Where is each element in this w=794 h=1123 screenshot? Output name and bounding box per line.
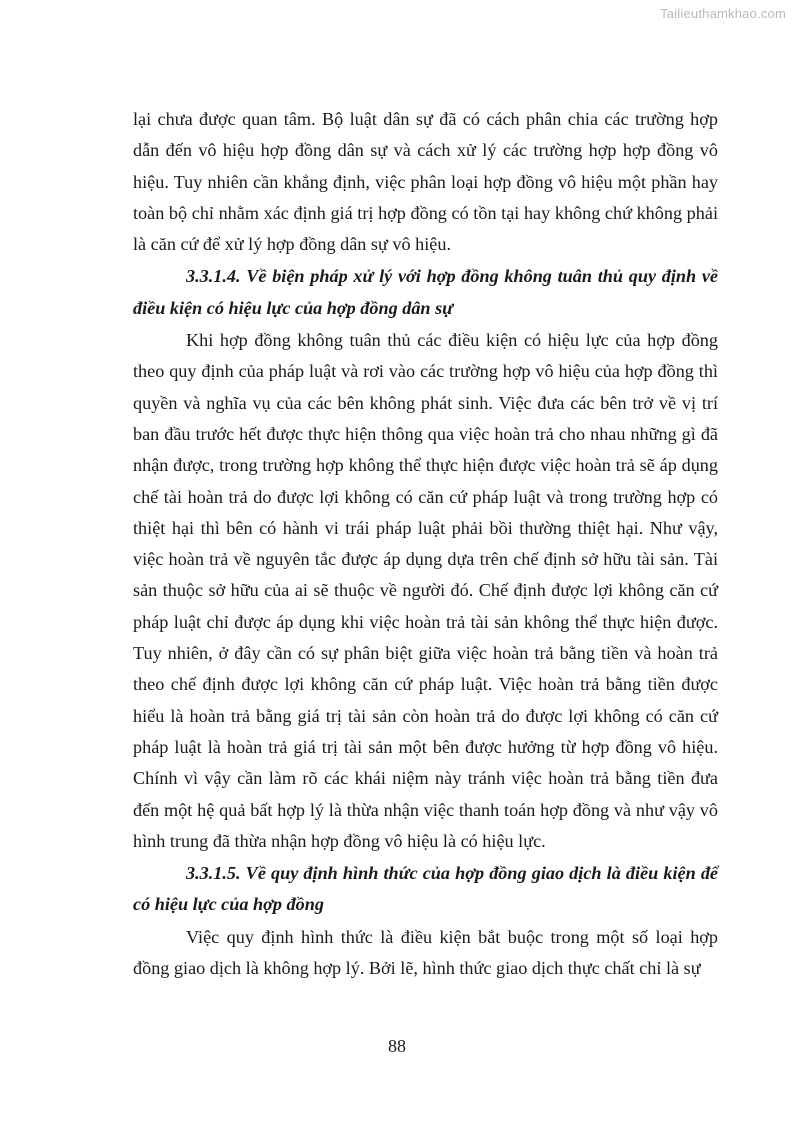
watermark: Tailieuthamkhao.com (660, 6, 786, 21)
paragraph-remedies: Khi hợp đồng không tuân thủ các điều kiện có hiệu lực của hợp đồng theo quy định của pháp luật và rơi vào các trường hợp vô hiệu của hợp đồng thì quyền và nghĩa vụ của các bên không phát sinh. Việc đưa các bên trở về vị trí ban đầu trước hết được thực hiện thông qua việc hoàn trả cho nhau những gì đã nhận được, trong trường hợp không thể thực hiện được việc hoàn trả sẽ áp dụng chế tài hoàn trả do được lợi không có căn cứ pháp luật và trong trường hợp có thiệt hại thì bên có hành vi trái pháp luật phải bồi thường thiệt hại. Như vậy, việc hoàn trả về nguyên tắc được áp dụng dựa trên chế định sở hữu tài sản. Tài sản thuộc sở hữu của ai sẽ thuộc về người đó. Chế định được lợi không căn cứ pháp luật chỉ được áp dụng khi việc hoàn trả tài sản không thể thực hiện được. Tuy nhiên, ở đây cần có sự phân biệt giữa việc hoàn trả bằng tiền và hoàn trả theo chế định được lợi không căn cứ pháp luật. Việc hoàn trả bằng tiền được hiểu là hoàn trả bằng giá trị tài sản còn hoàn trả do được lợi không có căn cứ pháp luật là hoàn trả giá trị tài sản một bên được hưởng từ hợp đồng vô hiệu. Chính vì vậy cần làm rõ các khái niệm này tránh việc hoàn trả bằng tiền đưa đến một hệ quả bất hợp lý là thừa nhận việc thanh toán hợp đồng và như vậy vô hình trung đã thừa nhận hợp đồng vô hiệu là có hiệu lực. (133, 330, 718, 851)
section-heading-3-3-1-4: 3.3.1.4. Về biện pháp xử lý với hợp đồng không tuân thủ quy định về điều kiện có hiệu lực của hợp đồng dân sự (133, 266, 718, 318)
paragraph-form-requirement: Việc quy định hình thức là điều kiện bắt buộc trong một số loại hợp đồng giao dịch là không hợp lý. Bởi lẽ, hình thức giao dịch thực chất chỉ là sự (133, 926, 718, 979)
page-number: 88 (388, 1036, 406, 1056)
page-body (133, 104, 718, 984)
paragraph-continuation: lại chưa được quan tâm. Bộ luật dân sự đã có cách phân chia các trường hợp dẫn đến vô hiệu hợp đồng dân sự và cách xử lý các trường hợp hợp đồng vô hiệu. Tuy nhiên cần khẳng định, việc phân loại hợp đồng vô hiệu một phần hay toàn bộ chỉ nhằm xác định giá trị hợp đồng có tồn tại hay không chứ không phải là căn cứ để xử lý hợp đồng dân sự vô hiệu. (133, 109, 718, 255)
section-heading-3-3-1-5: 3.3.1.5. Về quy định hình thức của hợp đồng giao dịch là điều kiện để có hiệu lực của hợp đồng (133, 863, 718, 915)
